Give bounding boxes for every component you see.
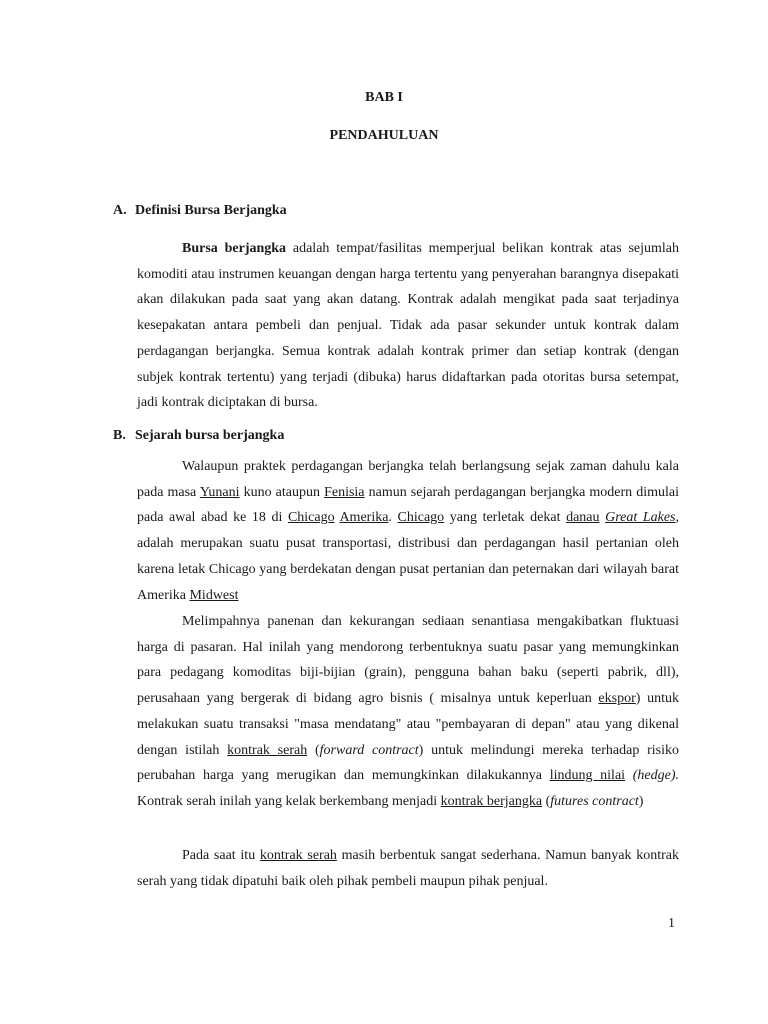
link-ekspor[interactable]: ekspor [598,691,636,707]
page-number: 1 [668,916,675,931]
term-hedge: (hedge). [632,768,679,784]
section-a-title: Definisi Bursa Berjangka [135,203,287,218]
link-yunani[interactable]: Yunani [199,484,240,500]
text-run: , adalah merupakan suatu pusat transportasi, distribusi dan perdagangan hasil pertanian oleh karena letak Chicago yang berdekatan dengan pusat pertanian dan peternakan dari wilayah barat Amerika [137,510,679,603]
text-run: ( [542,793,551,809]
chapter-label: BAB I [365,90,403,105]
section-a-letter: A. [113,203,127,218]
text-run: Pada saat itu [182,848,260,863]
text-run [625,768,633,783]
link-kontrak-serah-2[interactable]: kontrak serah [259,848,337,863]
text-run: namun sejarah perdagangan berjangka modern dimulai pada awal abad ke 18 di [137,484,679,526]
text-run: masih berbentuk sangat sederhana. Namun banyak kontrak serah yang tidak dipatuhi baik oleh pihak pembeli maupun pihak penjual. [137,848,679,889]
link-midwest[interactable]: Midwest [189,587,239,603]
section-a-paragraph-1 [137,236,679,416]
link-kontrak-serah[interactable]: kontrak serah [227,742,308,758]
term-bursa-berjangka: Bursa berjangka [182,241,287,256]
link-great-lakes[interactable]: Great Lakes [605,510,676,526]
term-forward-contract: forward contract [319,742,419,758]
text-run: ( [307,742,320,758]
text-run: . [388,510,398,526]
text-run: kuno ataupun [239,484,325,500]
link-chicago-2[interactable]: Chicago [397,510,445,526]
link-danau[interactable]: danau [566,510,600,526]
section-b-paragraph-1 [137,454,679,608]
text-run: adalah tempat/fasilitas memperjual belikan kontrak atas sejumlah komoditi atau instrumen keuangan dengan harga tertentu yang penyerahan barangnya disepakati akan dilakukan pada saat yang akan datang. Kontrak adalah mengikat pada saat terjadinya kesepakatan antara pembeli dan penjual. Tidak ada pasar sekunder untuk kontrak dalam perdagangan berjangka. Semua kontrak adalah kontrak primer dan setiap kontrak (dengan subjek kontrak tertentu) yang terjadi (dibuka) harus didaftarkan pada otoritas bursa setempat, jadi kontrak diciptakan di bursa. [137,241,679,411]
link-chicago[interactable]: Chicago [287,510,335,526]
section-a-heading [113,203,287,219]
text-run: ) untuk melakukan suatu transaksi "masa mendatang" atau "pembayaran di depan" atau yang dikenal dengan istilah [137,691,679,758]
link-fenisia[interactable]: Fenisia [324,484,365,500]
section-b-title: Sejarah bursa berjangka [135,428,285,443]
section-b-letter: B. [113,428,126,443]
text-run: Melimpahnya panenan dan kekurangan sediaan senantiasa mengakibatkan fluktuasi harga di pasaran. Hal inilah yang mendorong terbentuknya suatu pasar yang memungkinkan para pedagang komoditas biji-bijian (grain), pengguna bahan baku (seperti pabrik, dll), perusahaan yang bergerak di bidang agro bisnis ( misalnya untuk keperluan [137,614,679,707]
text-run: Kontrak serah inilah yang kelak berkembang menjadi [137,793,441,809]
text-run: Walaupun praktek perdagangan berjangka telah berlangsung sejak zaman dahulu kala pada masa [137,459,679,500]
link-lindung-nilai[interactable]: lindung nilai [549,768,626,784]
section-b-paragraph-2 [137,609,679,815]
link-amerika[interactable]: Amerika [339,510,389,526]
text-run: ) [638,793,644,809]
section-b-heading [113,428,284,444]
link-kontrak-berjangka[interactable]: kontrak berjangka [440,793,543,809]
chapter-title: PENDAHULUAN [329,128,439,143]
text-run: yang terletak dekat [444,510,567,526]
text-run: ) untuk melindungi mereka terhadap risiko perubahan harga yang merugikan dan memungkinkan dilakukannya [137,742,679,784]
section-b-paragraph-3 [137,843,679,894]
term-futures-contract: futures contract [550,793,639,809]
